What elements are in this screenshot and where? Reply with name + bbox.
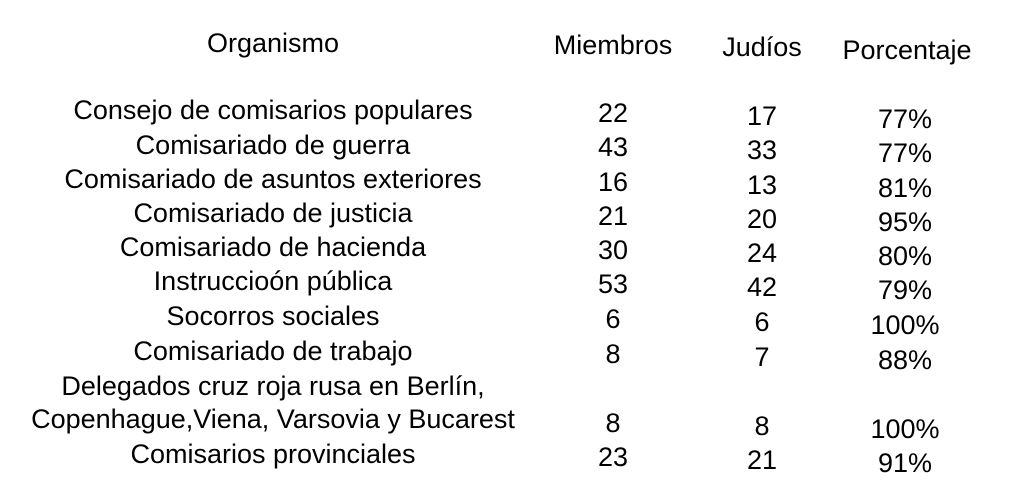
cell-organismo: Consejo de comisarios populares — [73, 95, 473, 125]
cell-miembros: 43 — [597, 132, 629, 162]
cell-judios: 17 — [746, 101, 778, 131]
cell-organismo: Instruccioón pública — [153, 266, 393, 296]
header-porcentaje: Porcentaje — [842, 35, 972, 65]
cell-miembros: 8 — [605, 339, 621, 369]
cell-organismo: Comisariado de guerra — [135, 130, 411, 160]
cell-judios: 21 — [746, 445, 778, 475]
cell-miembros: 53 — [597, 269, 629, 299]
header-judios: Judíos — [722, 32, 802, 62]
cell-judios: 20 — [746, 204, 778, 234]
cell-porcentaje: 77% — [877, 138, 933, 168]
cell-organismo: Comisarios provinciales — [130, 439, 416, 469]
cell-organismo: Comisariado de justicia — [133, 198, 413, 228]
cell-miembros: 21 — [597, 201, 629, 231]
cell-organismo: Comisariado de hacienda — [119, 232, 427, 262]
header-organismo: Organismo — [206, 28, 340, 58]
cell-organismo: Socorros sociales — [166, 301, 380, 331]
cell-miembros: 6 — [605, 304, 621, 334]
cell-organismo: Comisariado de trabajo — [133, 336, 413, 366]
cell-miembros: 22 — [597, 98, 629, 128]
cell-organismo-line2: Copenhague,Viena, Varsovia y Bucarest — [31, 404, 515, 434]
cell-judios: 33 — [746, 135, 778, 165]
cell-judios: 42 — [746, 272, 778, 302]
cell-porcentaje: 100% — [870, 414, 940, 444]
cell-judios: 8 — [754, 411, 770, 441]
cell-judios: 6 — [754, 307, 770, 337]
cell-porcentaje: 81% — [877, 173, 933, 203]
cell-porcentaje: 91% — [877, 448, 933, 478]
cell-miembros: 23 — [597, 442, 629, 472]
cell-judios: 24 — [746, 238, 778, 268]
cell-porcentaje: 88% — [877, 345, 933, 375]
cell-organismo: Delegados cruz roja rusa en Berlín, — [61, 371, 485, 401]
cell-porcentaje: 77% — [877, 104, 933, 134]
cell-porcentaje: 80% — [877, 241, 933, 271]
cell-judios: 7 — [754, 342, 770, 372]
cell-organismo: Comisariado de asuntos exteriores — [64, 164, 482, 194]
cell-porcentaje: 95% — [877, 207, 933, 237]
cell-porcentaje: 79% — [877, 275, 933, 305]
cell-miembros: 30 — [597, 235, 629, 265]
cell-miembros: 8 — [605, 408, 621, 438]
cell-porcentaje: 100% — [870, 310, 940, 340]
header-miembros: Miembros — [553, 30, 673, 60]
cell-judios: 13 — [746, 170, 778, 200]
cell-miembros: 16 — [597, 167, 629, 197]
